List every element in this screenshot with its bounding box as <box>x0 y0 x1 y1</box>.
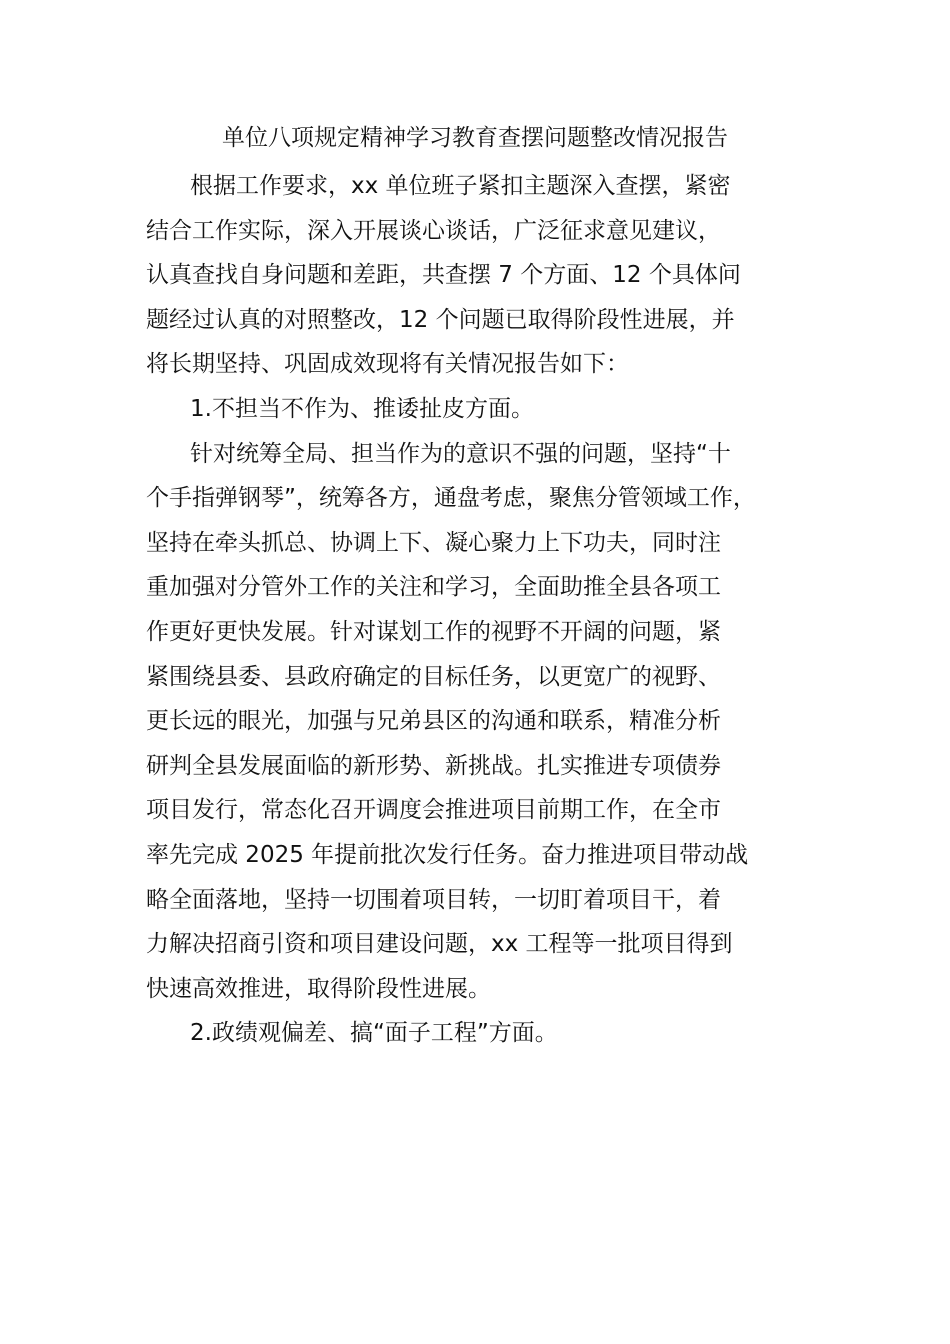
document-title: 单位八项规定精神学习教育查摆问题整改情况报告 <box>222 125 728 151</box>
text-line: 重加强对分管外工作的关注和学习，全面助推全县各项工 <box>146 574 721 601</box>
text-line: 将长期坚持、巩固成效现将有关情况报告如下： <box>146 351 629 378</box>
text-line: 率先完成 2025 年提前批次发行任务。奋力推进项目带动战 <box>146 841 749 868</box>
text-line: 坚持在牵头抓总、协调上下、凝心聚力上下功夫，同时注 <box>146 529 721 556</box>
text-line: 1.不担当不作为、推诿扯皮方面。 <box>190 395 534 422</box>
text-line: 针对统筹全局、担当作为的意识不强的问题，坚持“十 <box>190 440 731 467</box>
text-line: 快速高效推进，取得阶段性进展。 <box>146 975 491 1002</box>
text-line: 更长远的眼光，加强与兄弟县区的沟通和联系，精准分析 <box>146 708 721 735</box>
text-line: 研判全县发展面临的新形势、新挑战。扎实推进专项债券 <box>146 752 721 779</box>
text-line: 个手指弹钢琴”，统筹各方，通盘考虑，聚焦分管领域工作， <box>146 485 756 512</box>
text-line: 项目发行，常态化召开调度会推进项目前期工作，在全市 <box>146 797 721 824</box>
text-line: 略全面落地，坚持一切围着项目转，一切盯着项目干，着 <box>146 886 721 913</box>
text-line: 根据工作要求，xx 单位班子紧扣主题深入查摆，紧密 <box>190 173 731 199</box>
text-line: 题经过认真的对照整改，12 个问题已取得阶段性进展，并 <box>146 306 735 333</box>
text-line: 结合工作实际，深入开展谈心谈话，广泛征求意见建议， <box>146 217 721 244</box>
text-line: 认真查找自身问题和差距，共查摆 7 个方面、12 个具体问 <box>146 262 741 289</box>
document-body <box>146 164 826 1056</box>
text-line: 力解决招商引资和项目建设问题，xx 工程等一批项目得到 <box>146 931 733 958</box>
text-line: 2.政绩观偏差、搞“面子工程”方面。 <box>190 1020 558 1047</box>
text-line: 紧围绕县委、县政府确定的目标任务，以更宽广的视野、 <box>146 663 721 690</box>
text-line: 作更好更快发展。针对谋划工作的视野不开阔的问题，紧 <box>146 618 721 645</box>
